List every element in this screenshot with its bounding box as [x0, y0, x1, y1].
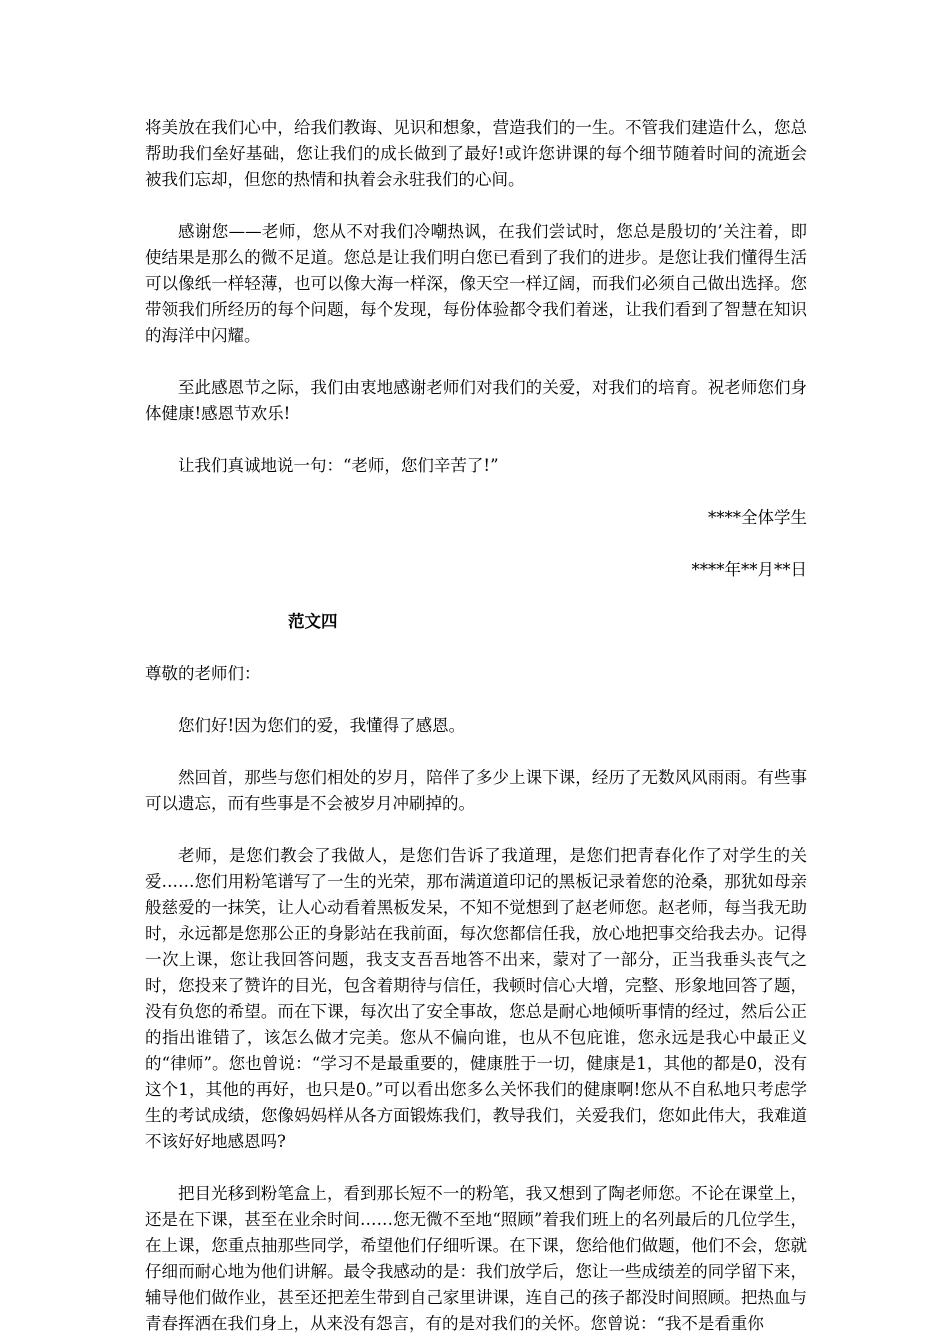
letter-paragraph-3: 老师，是您们教会了我做人，是您们告诉了我道理，是您们把青春化作了对学生的关爱……您们用粉笔谱写了一生的光荣，那布满道道印记的黑板记录着您的沧桑，那犹如母亲般慈爱的一抹笑，让人心动看着黑板发呆，不知不觉想到了赵老师您。赵老师，每当我无助时，永远都是您那公正的身影站在我前面，每次您都信任我，放心地把事交给我去办。记得一次上课，您让我回答问题，我支支吾吾地答不出来，蒙对了一部分，正当我垂头丧气之时，您投来了赞许的目光，包含着期待与信任，我顿时信心大增，完整、形象地回答了题，没有负您的希望。而在下课，每次出了安全事故，您总是耐心地倾听事情的经过，然后公正的指出谁错了，该怎么做才完美。您从不偏向谁，也从不包庇谁，您永远是我心中最正义的“律师”。您也曾说：“学习不是最重要的，健康胜于一切，健康是1，其他的都是0，没有这个1，其他的再好，也只是0。”可以看出您多么关怀我们的健康啊!您从不自私地只考虑学生的考试成绩，您像妈妈样从各方面锻炼我们，教导我们，关爱我们，您如此伟大，我难道不该好好地感恩吗? — [145, 846, 807, 1151]
letter-paragraph-1: 您们好!因为您们的爱，我懂得了感恩。 — [178, 716, 466, 735]
signature-name: ****全体学生 — [708, 508, 807, 527]
body-paragraph-1: 将美放在我们心中，给我们教诲、见识和想象，营造我们的一生。不管我们建造什么，您总帮助我们垒好基础，您让我们的成长做到了最好!或许您讲课的每个细节随着时间的流逝会被我们忘却，但您的热情和执着会永驻我们的心间。 — [145, 118, 807, 189]
letter-paragraph-2: 然回首，那些与您们相处的岁月，陪伴了多少上课下课，经历了无数风风雨雨。有些事可以遗忘，而有些事是不会被岁月冲刷掉的。 — [145, 768, 807, 813]
body-paragraph-4: 让我们真诚地说一句：“老师，您们辛苦了!” — [178, 456, 499, 475]
document-body — [145, 115, 807, 1337]
section-heading: 范文四 — [288, 612, 338, 631]
salutation: 尊敬的老师们： — [145, 664, 261, 683]
signature-date: ****年**月**日 — [691, 560, 807, 579]
letter-paragraph-4: 把目光移到粉笔盒上，看到那长短不一的粉笔，我又想到了陶老师您。不论在课堂上，还是在下课，甚至在业余时间……您无微不至地“照顾”着我们班上的名列最后的几位学生，在上课，您重点抽那些同学，希望他们仔细听课。在下课，您给他们做题，他们不会，您就仔细而耐心地为他们讲解。最令我感动的是：我们放学后，您让一些成绩差的同学留下来，辅导他们做作业，甚至还把差生带到自己家里讲课，连自己的孩子都没时间照顾。把热血与青春挥洒在我们身上，从来没有怨言，有的是对我们的关怀。您曾说：“我不是看重你 — [145, 1184, 807, 1333]
body-paragraph-2: 感谢您——老师，您从不对我们冷嘲热讽，在我们尝试时，您总是殷切的’关注着，即使结果是那么的微不足道。您总是让我们明白您已看到了我们的进步。是您让我们懂得生活可以像纸一样轻薄，也可以像大海一样深，像天空一样辽阔，而我们必须自己做出选择。您带领我们所经历的每个问题，每个发现，每份体验都令我们着迷，让我们看到了智慧在知识的海洋中闪耀。 — [145, 222, 807, 345]
body-paragraph-3: 至此感恩节之际，我们由衷地感谢老师们对我们的关爱，对我们的培育。祝老师您们身体健康!感恩节欢乐! — [145, 378, 807, 423]
